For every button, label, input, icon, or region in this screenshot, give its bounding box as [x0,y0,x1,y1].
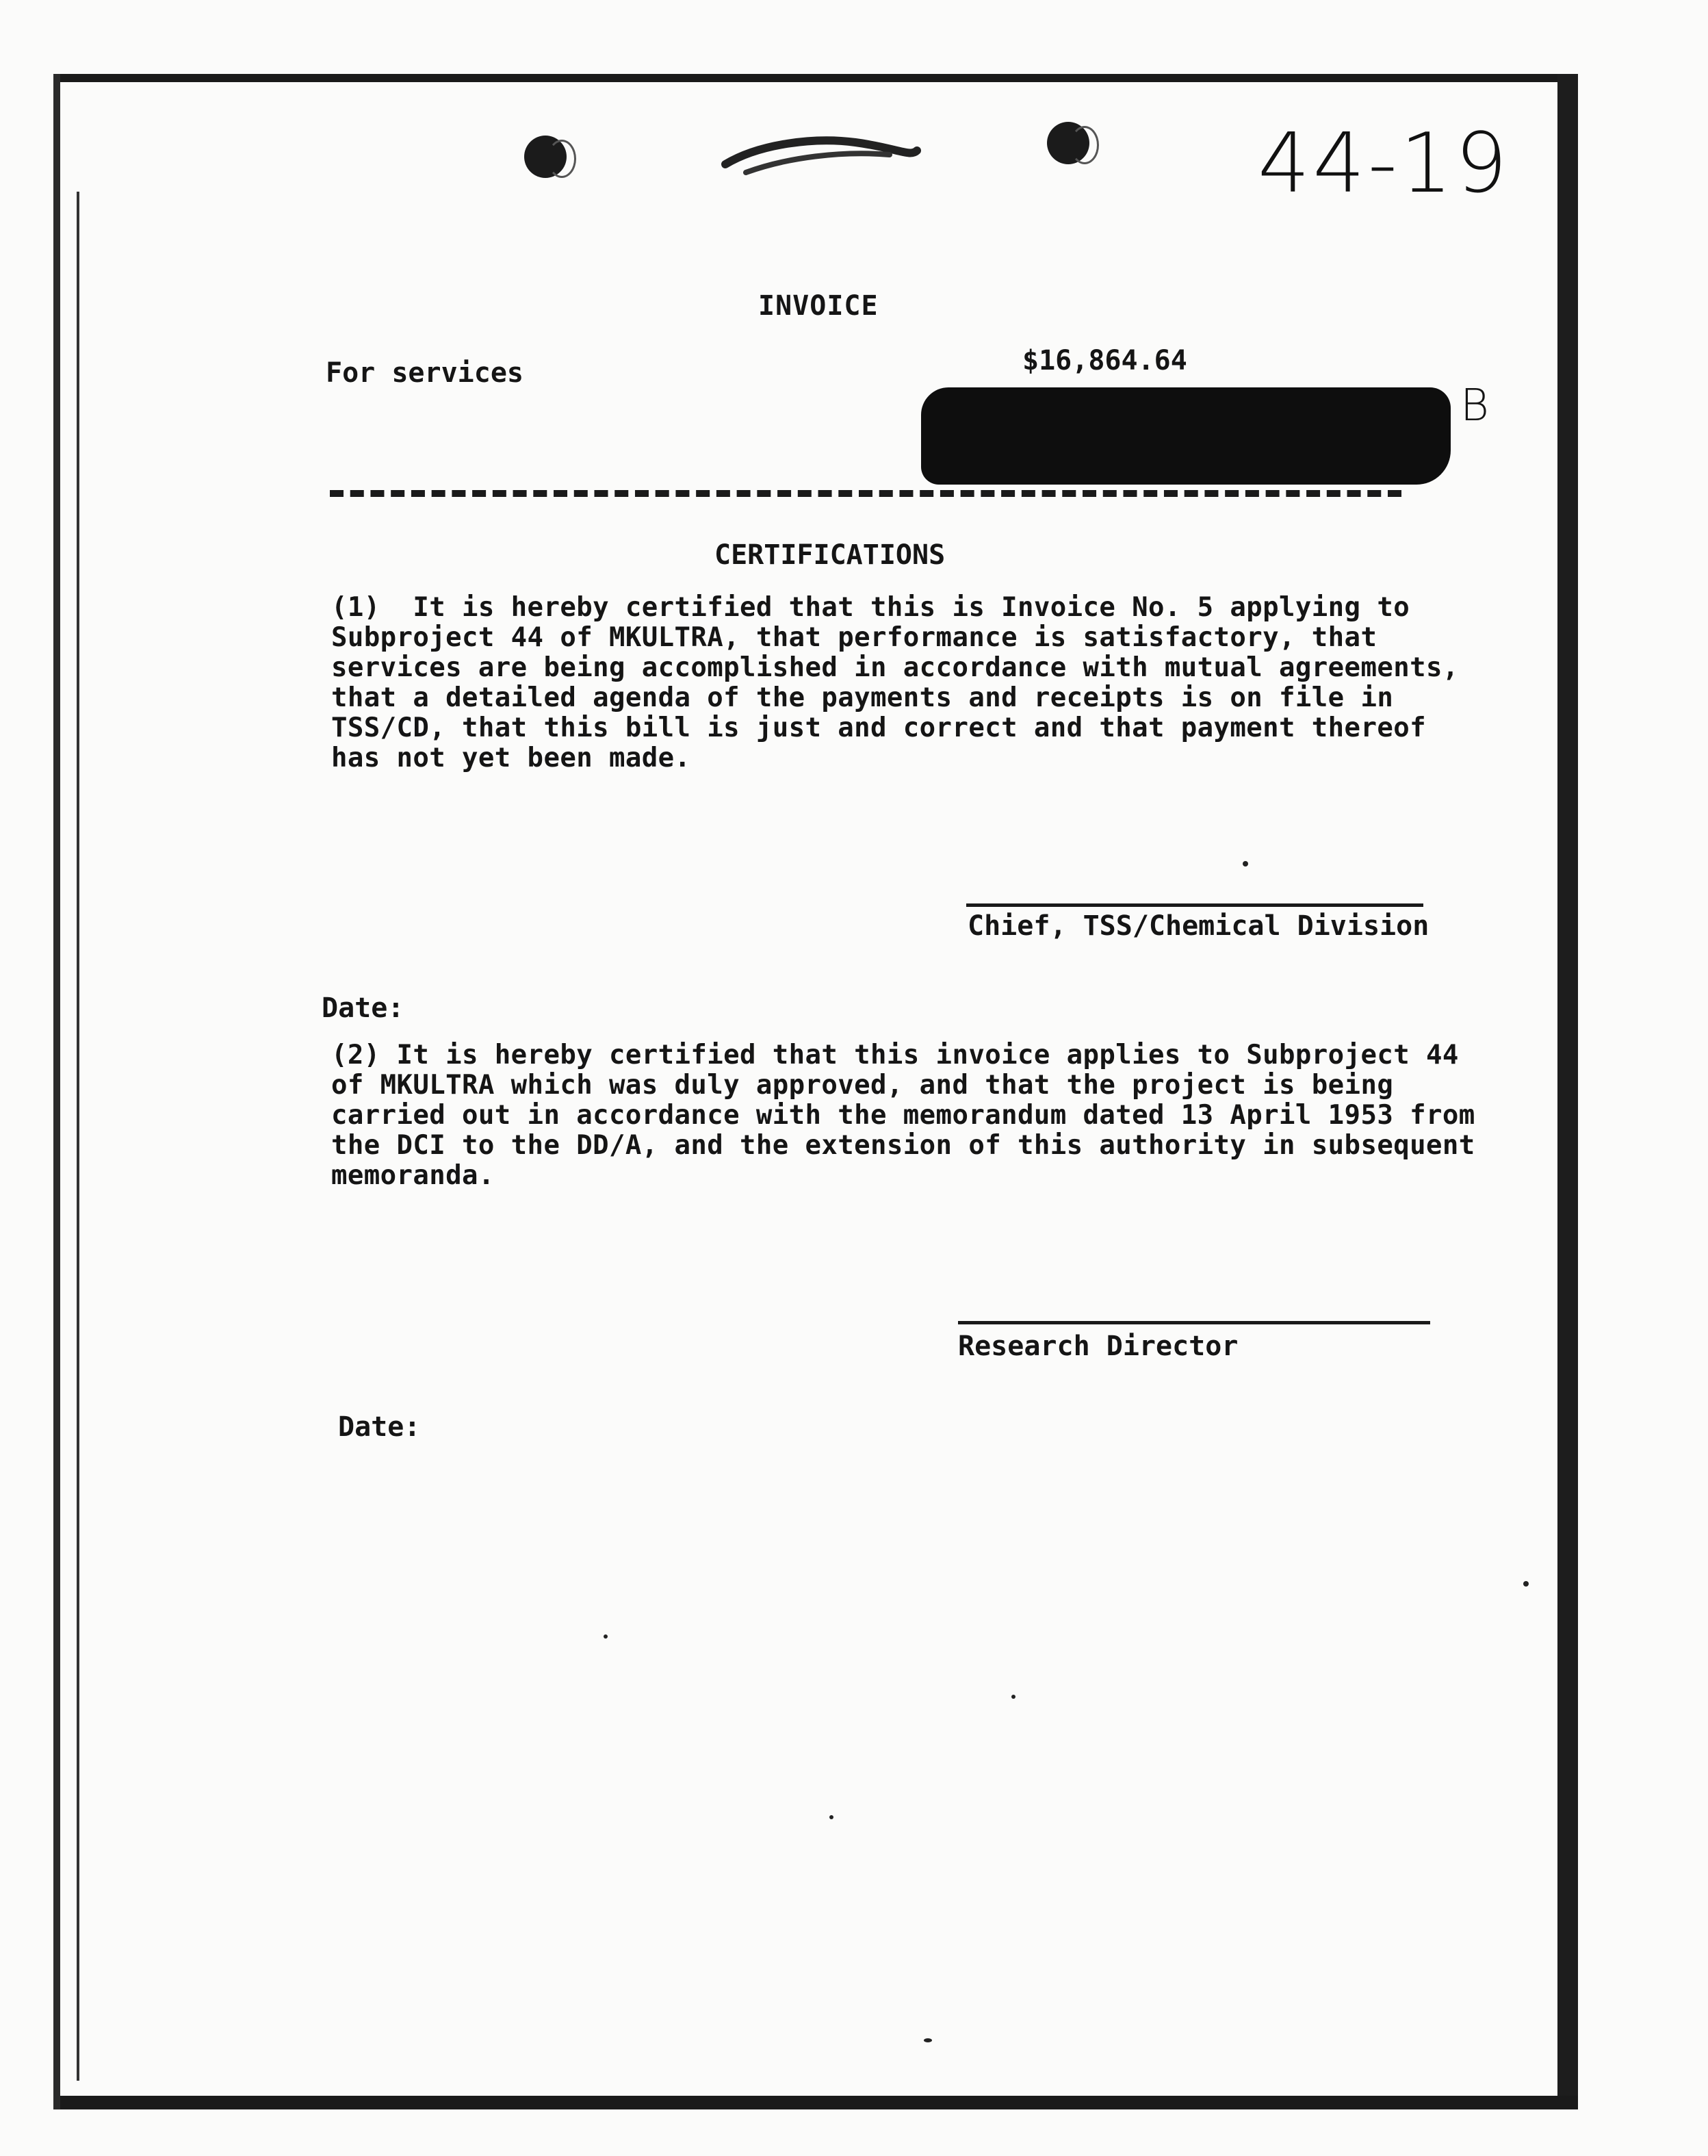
signature-title-chief: Chief, TSS/Chemical Division [968,910,1429,942]
scan-edge-top [53,74,1566,82]
handwritten-file-number: 44-19 [1258,116,1510,211]
date-label-1: Date: [322,992,404,1024]
scan-speck [1523,1581,1529,1587]
certification-paragraph-1: (1) It is hereby certified that this is Invoice No. 5 applying to Subproject 44 of MKULTRA, that performance is satisfactory, that services are being accomplished in accordance with mutual agreements, that a detailed agenda of the payments and receipts is on file in TSS/CD, that this bill is just and correct and that payment thereof has not yet been made. [331,592,1459,773]
for-services-label: For services [326,357,523,389]
scan-speck [924,2038,932,2042]
scan-speck [1011,1695,1015,1699]
handwritten-margin-mark: B [1460,381,1489,431]
scan-speck [604,1634,608,1639]
date-label-2: Date: [338,1411,421,1443]
scribble-mark [719,130,924,185]
invoice-amount: $16,864.64 [1022,345,1187,376]
invoice-title: INVOICE [758,290,879,322]
punch-hole-left [524,136,567,178]
scan-speck [829,1815,833,1819]
scan-edge-right [1557,74,1578,2107]
scan-edge-bottom [53,2096,1578,2109]
signature-line-1 [966,903,1423,907]
redaction-block [921,387,1451,485]
punch-hole-right [1047,122,1089,164]
certifications-heading: CERTIFICATIONS [714,539,946,571]
certification-paragraph-2: (2) It is hereby certified that this invoice applies to Subproject 44 of MKULTRA which was duly approved, and that the project is being carried out in accordance with the memorandum dated 13 April 1953 from the DCI to the DD/A, and the extension of this authority in subsequent memoranda. [331,1040,1475,1191]
margin-rule [77,192,79,2081]
dashed-separator [330,490,1401,497]
scan-speck [1243,861,1248,867]
signature-line-2 [958,1321,1430,1324]
signature-title-director: Research Director [958,1331,1239,1362]
scan-edge-left [53,74,60,2109]
